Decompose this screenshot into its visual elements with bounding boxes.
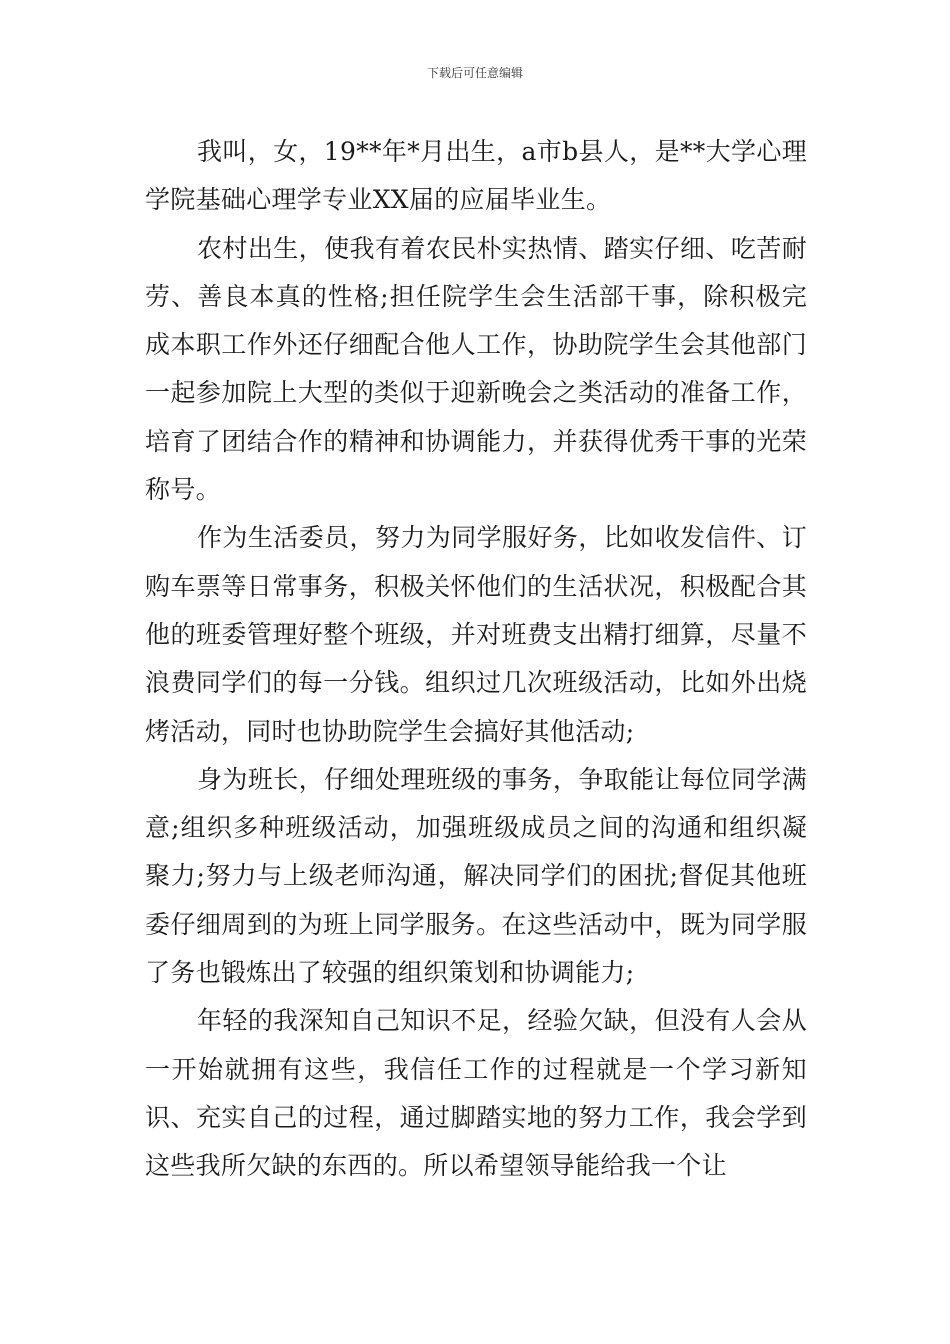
paragraph-closing: 年轻的我深知自己知识不足，经验欠缺，但没有人会从一开始就拥有这些，我信任工作的过程就是一个学习新知识、充实自己的过程，通过脚踏实地的努力工作，我会学到这些我所欠缺的东西的。所以希望领导能给我一个让: [145, 1006, 807, 1181]
document-body: [145, 128, 807, 1191]
paragraph-intro: 我叫，女，19**年*月出生，a市b县人，是**大学心理学院基础心理学专业XX届的应届毕业生。: [145, 137, 807, 215]
paragraph-character: 农村出生，使我有着农民朴实热情、踏实仔细、吃苦耐劳、善良本真的性格;担任院学生会生活部干事，除积极完成本职工作外还仔细配合他人工作，协助院学生会其他部门一起参加院上大型的类似于迎新晚会之类活动的准备工作，培育了团结合作的精神和协调能力，并获得优秀干事的光荣称号。: [145, 233, 807, 505]
page-header: 下载后可任意编辑: [426, 66, 523, 80]
paragraph-life-committee: 作为生活委员，努力为同学服好务，比如收发信件、订购车票等日常事务，积极关怀他们的生活状况，积极配合其他的班委管理好整个班级，并对班费支出精打细算，尽量不浪费同学们的每一分钱。组织过几次班级活动，比如外出烧烤活动，同时也协助院学生会搞好其他活动;: [145, 523, 807, 746]
paragraph-class-monitor: 身为班长，仔细处理班级的事务，争取能让每位同学满意;组织多种班级活动，加强班级成员之间的沟通和组织凝聚力;努力与上级老师沟通，解决同学们的困扰;督促其他班委仔细周到的为班上同学服务。在这些活动中，既为同学服了务也锻炼出了较强的组织策划和协调能力;: [145, 764, 807, 988]
